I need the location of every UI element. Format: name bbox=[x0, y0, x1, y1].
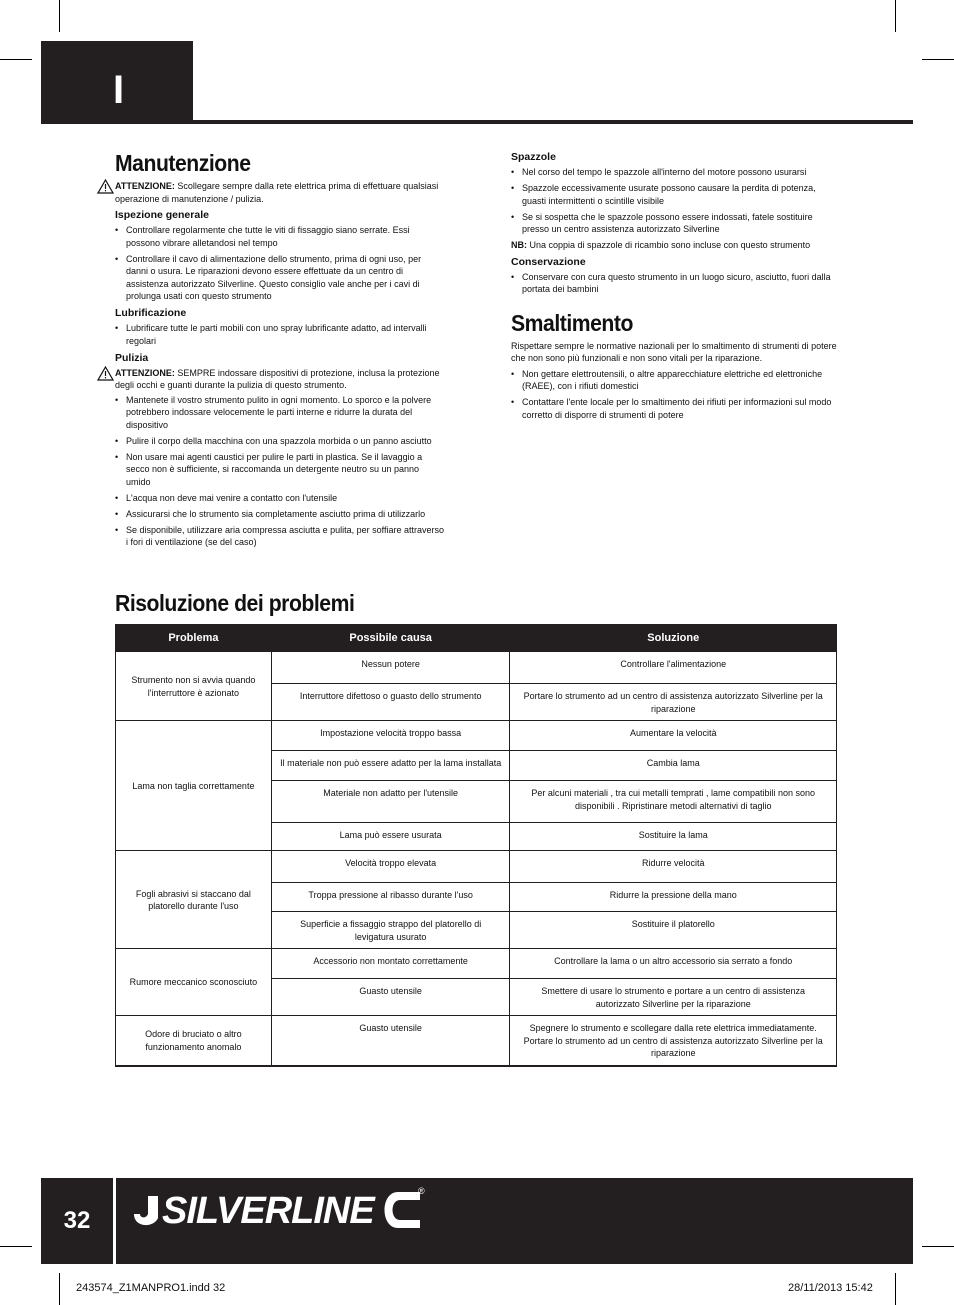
problem-cell: Lama non taglia correttamente bbox=[116, 721, 272, 851]
disposal-title: Smaltimento bbox=[511, 309, 633, 336]
problem-cell: Odore di bruciato o altro funzionamento anomalo bbox=[116, 1016, 272, 1066]
list-item: • Lubrificare tutte le parti mobili con uno spray lubrificante adatto, ad intervalli regolari bbox=[126, 322, 445, 347]
disposal-list bbox=[511, 368, 841, 422]
warning-triangle-icon bbox=[97, 366, 114, 381]
cause-cell: Accessorio non montato correttamente bbox=[271, 949, 510, 979]
cause-cell: Il materiale non può essere adatto per la lama installata bbox=[271, 751, 510, 781]
crop-mark bbox=[895, 1273, 896, 1305]
crop-mark bbox=[922, 59, 954, 60]
list-item: • Assicurarsi che lo strumento sia completamente asciutto prima di utilizzarlo bbox=[126, 508, 445, 521]
crop-mark bbox=[0, 59, 32, 60]
warning-text: Scollegare sempre dalla rete elettrica prima di effettuare qualsiasi operazione di manutenzione / pulizia. bbox=[115, 181, 439, 204]
table-row bbox=[116, 1016, 837, 1066]
list-item: • Controllare il cavo di alimentazione dello strumento, prima di ogni uso, per danni o usura. Le riparazioni devono essere effettuate da un centro di assistenza autorizzato Silverline. Questo consiglio vale anche per i cavi di prolunga usati con questo strumento bbox=[126, 253, 445, 303]
page-number: 32 bbox=[63, 1207, 91, 1234]
warning-triangle-icon bbox=[97, 179, 114, 194]
crop-mark bbox=[922, 1246, 954, 1247]
table-header-row bbox=[116, 625, 837, 652]
brushes-title: Spazzole bbox=[511, 151, 556, 163]
inspection-list bbox=[115, 224, 445, 303]
troubleshooting-title: Risoluzione dei problemi bbox=[115, 590, 355, 616]
column-header-problem: Problema bbox=[116, 625, 272, 652]
table-row bbox=[116, 652, 837, 684]
warning-text: SEMPRE indossare dispositivi di protezione, inclusa la protezione degli occhi e guanti durante la pulizia di questo strumento. bbox=[115, 367, 440, 390]
cause-cell: Velocità troppo elevata bbox=[271, 851, 510, 883]
crop-mark bbox=[0, 1246, 32, 1247]
problem-cell: Fogli abrasivi si staccano dal platorello durante l'uso bbox=[116, 851, 272, 949]
problem-cell: Strumento non si avvia quando l'interruttore è azionato bbox=[116, 652, 272, 721]
list-item: • Contattare l'ente locale per lo smaltimento dei rifiuti per informazioni sul modo corretto di disporre di strumenti di potere bbox=[522, 396, 841, 421]
solution-cell: Cambia lama bbox=[510, 751, 837, 781]
solution-cell: Spegnere lo strumento e scollegare dalla rete elettrica immediatamente. Portare lo strumento ad un centro di assistenza autorizzato Silverline per la riparazione bbox=[510, 1016, 837, 1066]
list-item: • Non usare mai agenti caustici per pulire le parti in plastica. Se il lavaggio a secco non è sufficiente, si raccomanda un detergente neutro su un panno umido bbox=[126, 451, 445, 489]
table-row bbox=[116, 851, 837, 883]
solution-cell: Sostituire la lama bbox=[510, 823, 837, 851]
disposal-intro: Rispettare sempre le normative nazionali per lo smaltimento di strumenti di potere che non sono più funzionali e non sono vitali per la riparazione. bbox=[511, 340, 837, 363]
registered-mark-icon: ® bbox=[418, 1186, 425, 1196]
note-text: Una coppia di spazzole di ricambio sono incluse con questo strumento bbox=[527, 240, 811, 250]
cause-cell: Troppa pressione al ribasso durante l'uso bbox=[271, 883, 510, 912]
brand-logo-text: SILVERLINE bbox=[162, 1190, 374, 1232]
crop-mark bbox=[59, 1273, 60, 1305]
maintenance-section bbox=[115, 150, 445, 552]
cleaning-list bbox=[115, 394, 445, 549]
troubleshooting-table bbox=[115, 624, 837, 1067]
brushes-note bbox=[511, 239, 841, 252]
solution-cell: Sostituire il platorello bbox=[510, 912, 837, 949]
solution-cell: Smettere di usare lo strumento e portare a un centro di assistenza autorizzato Silverline per la riparazione bbox=[510, 979, 837, 1016]
footer-divider bbox=[113, 1178, 116, 1264]
table-row bbox=[116, 721, 837, 751]
list-item: • Se si sospetta che le spazzole possono essere indossati, fatele sostituire presso un centro assistenza autorizzato Silverline bbox=[522, 211, 841, 236]
maintenance-title: Manutenzione bbox=[115, 150, 251, 176]
list-item: • Non gettare elettroutensili, o altre apparecchiature elettriche ed elettroniche (RAEE), con i rifiuti domestici bbox=[522, 368, 841, 393]
brushes-list bbox=[511, 166, 841, 236]
cause-cell: Impostazione velocità troppo bassa bbox=[271, 721, 510, 751]
right-column bbox=[511, 150, 841, 425]
list-item: • Spazzole eccessivamente usurate possono causare la perdita di potenza, guasti intermittenti o scintille visibile bbox=[522, 182, 841, 207]
list-item: • Pulire il corpo della macchina con una spazzola morbida o un panno asciutto bbox=[126, 435, 445, 448]
solution-cell: Ridurre velocità bbox=[510, 851, 837, 883]
lubrication-title: Lubrificazione bbox=[115, 307, 187, 319]
cause-cell: Guasto utensile bbox=[271, 1016, 510, 1066]
warning-label: ATTENZIONE: bbox=[115, 181, 175, 191]
storage-title: Conservazione bbox=[511, 255, 586, 268]
solution-cell: Controllare la lama o un altro accessorio sia serrato a fondo bbox=[510, 949, 837, 979]
column-header-solution: Soluzione bbox=[510, 625, 837, 652]
cause-cell: Superficie a fissaggio strappo del platorello di levigatura usurato bbox=[271, 912, 510, 949]
list-item: • Se disponibile, utilizzare aria compressa asciutta e pulita, per soffiare attraverso i fori di ventilazione (se del caso) bbox=[126, 524, 445, 549]
list-item: • Controllare regolarmente che tutte le viti di fissaggio siano serrate. Essi possono vibrare alletandosi nel tempo bbox=[126, 224, 445, 249]
cause-cell: Lama può essere usurata bbox=[271, 823, 510, 851]
solution-cell: Aumentare la velocità bbox=[510, 721, 837, 751]
cause-cell: Materiale non adatto per l'utensile bbox=[271, 781, 510, 823]
lubrication-list bbox=[115, 322, 445, 347]
language-tab-letter: I bbox=[113, 68, 125, 112]
table-row bbox=[116, 949, 837, 979]
inspection-title: Ispezione generale bbox=[115, 209, 209, 221]
cleaning-warning bbox=[115, 367, 445, 392]
crop-mark bbox=[59, 0, 60, 32]
solution-cell: Portare lo strumento ad un centro di assistenza autorizzato Silverline per la riparazione bbox=[510, 684, 837, 721]
list-item: • L'acqua non deve mai venire a contatto con l'utensile bbox=[126, 492, 445, 505]
list-item: • Conservare con cura questo strumento in un luogo sicuro, asciutto, fuori dalla portata dei bambini bbox=[522, 271, 841, 296]
cause-cell: Interruttore difettoso o guasto dello strumento bbox=[271, 684, 510, 721]
column-header-cause: Possibile causa bbox=[271, 625, 510, 652]
solution-cell: Controllare l'alimentazione bbox=[510, 652, 837, 684]
cause-cell: Nessun potere bbox=[271, 652, 510, 684]
note-label: NB: bbox=[511, 240, 527, 250]
storage-list bbox=[511, 271, 841, 296]
problem-cell: Rumore meccanico sconosciuto bbox=[116, 949, 272, 1016]
list-item: • Nel corso del tempo le spazzole all'interno del motore possono usurarsi bbox=[522, 166, 841, 179]
header-rule bbox=[41, 120, 913, 124]
slug-date: 28/11/2013 15:42 bbox=[788, 1282, 873, 1294]
warning-label: ATTENZIONE: bbox=[115, 367, 175, 378]
cause-cell: Guasto utensile bbox=[271, 979, 510, 1016]
cleaning-title: Pulizia bbox=[115, 351, 149, 364]
maintenance-warning bbox=[115, 180, 445, 205]
slug-file-info: 243574_Z1MANPRO1.indd 32 bbox=[76, 1282, 226, 1294]
solution-cell: Ridurre la pressione della mano bbox=[510, 883, 837, 912]
list-item: • Mantenete il vostro strumento pulito in ogni momento. Lo sporco e la polvere potrebbero indossare velocemente le parti interne e ridurre la durata del dispositivo bbox=[126, 394, 445, 432]
solution-cell: Per alcuni materiali , tra cui metalli temprati , lame compatibili non sono disponibili . Ripristinare metodi alternativi di taglio bbox=[510, 781, 837, 823]
crop-mark bbox=[895, 0, 896, 32]
